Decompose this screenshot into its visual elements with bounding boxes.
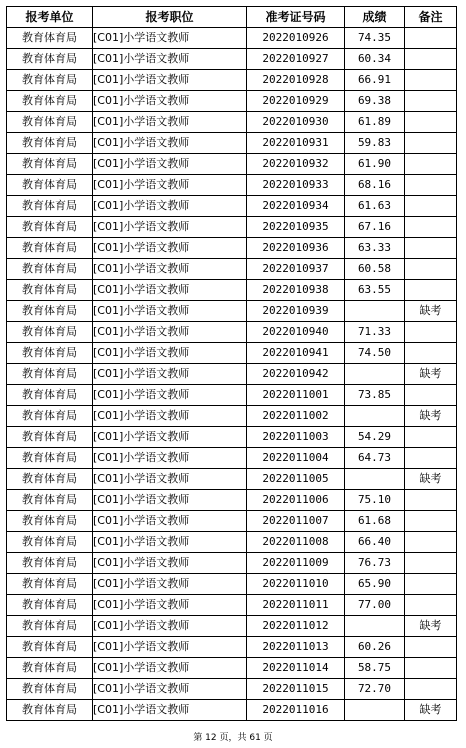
cell-note <box>405 448 457 469</box>
table-row <box>7 406 457 427</box>
table-row <box>7 343 457 364</box>
cell-score: 60.58 <box>345 259 405 280</box>
cell-note: 缺考 <box>405 616 457 637</box>
cell-exam-id: 2022010935 <box>247 217 345 238</box>
cell-exam-id: 2022011015 <box>247 679 345 700</box>
cell-unit: 教育体育局 <box>7 469 93 490</box>
cell-post: [C01]小学语文教师 <box>93 574 247 595</box>
table-row <box>7 28 457 49</box>
table-row <box>7 259 457 280</box>
cell-exam-id: 2022011014 <box>247 658 345 679</box>
table-row <box>7 574 457 595</box>
cell-score: 66.40 <box>345 532 405 553</box>
cell-post: [C01]小学语文教师 <box>93 385 247 406</box>
cell-note <box>405 427 457 448</box>
table-row <box>7 154 457 175</box>
cell-unit: 教育体育局 <box>7 322 93 343</box>
cell-note <box>405 637 457 658</box>
cell-post: [C01]小学语文教师 <box>93 595 247 616</box>
table-row <box>7 280 457 301</box>
cell-note: 缺考 <box>405 364 457 385</box>
cell-unit: 教育体育局 <box>7 637 93 658</box>
cell-note <box>405 133 457 154</box>
table-row <box>7 469 457 490</box>
header-exam-id: 准考证号码 <box>247 7 345 28</box>
table-row <box>7 322 457 343</box>
cell-note <box>405 511 457 532</box>
table-row <box>7 511 457 532</box>
cell-post: [C01]小学语文教师 <box>93 553 247 574</box>
cell-post: [C01]小学语文教师 <box>93 259 247 280</box>
cell-unit: 教育体育局 <box>7 532 93 553</box>
table-row <box>7 595 457 616</box>
cell-exam-id: 2022010932 <box>247 154 345 175</box>
cell-note <box>405 28 457 49</box>
table-row <box>7 364 457 385</box>
cell-exam-id: 2022011001 <box>247 385 345 406</box>
cell-exam-id: 2022011016 <box>247 700 345 721</box>
cell-note <box>405 574 457 595</box>
cell-note <box>405 49 457 70</box>
cell-score: 58.75 <box>345 658 405 679</box>
cell-note <box>405 217 457 238</box>
table-row <box>7 70 457 91</box>
table-row <box>7 532 457 553</box>
cell-note: 缺考 <box>405 406 457 427</box>
table-row <box>7 301 457 322</box>
cell-exam-id: 2022010941 <box>247 343 345 364</box>
cell-unit: 教育体育局 <box>7 238 93 259</box>
cell-note <box>405 196 457 217</box>
cell-post: [C01]小学语文教师 <box>93 112 247 133</box>
table-row <box>7 91 457 112</box>
cell-note <box>405 322 457 343</box>
cell-score: 63.55 <box>345 280 405 301</box>
cell-post: [C01]小学语文教师 <box>93 175 247 196</box>
cell-unit: 教育体育局 <box>7 49 93 70</box>
cell-note <box>405 385 457 406</box>
cell-score: 65.90 <box>345 574 405 595</box>
cell-score <box>345 616 405 637</box>
cell-exam-id: 2022011007 <box>247 511 345 532</box>
cell-note <box>405 280 457 301</box>
cell-score: 60.34 <box>345 49 405 70</box>
cell-unit: 教育体育局 <box>7 700 93 721</box>
cell-unit: 教育体育局 <box>7 595 93 616</box>
cell-note <box>405 259 457 280</box>
cell-exam-id: 2022010938 <box>247 280 345 301</box>
cell-post: [C01]小学语文教师 <box>93 196 247 217</box>
cell-note <box>405 70 457 91</box>
cell-note <box>405 553 457 574</box>
cell-post: [C01]小学语文教师 <box>93 217 247 238</box>
table-row <box>7 217 457 238</box>
cell-unit: 教育体育局 <box>7 427 93 448</box>
cell-score: 71.33 <box>345 322 405 343</box>
cell-unit: 教育体育局 <box>7 658 93 679</box>
cell-unit: 教育体育局 <box>7 448 93 469</box>
cell-unit: 教育体育局 <box>7 553 93 574</box>
cell-unit: 教育体育局 <box>7 616 93 637</box>
cell-score: 74.50 <box>345 343 405 364</box>
cell-unit: 教育体育局 <box>7 511 93 532</box>
cell-exam-id: 2022011005 <box>247 469 345 490</box>
cell-post: [C01]小学语文教师 <box>93 469 247 490</box>
cell-exam-id: 2022010942 <box>247 364 345 385</box>
cell-exam-id: 2022010926 <box>247 28 345 49</box>
score-table <box>6 6 457 721</box>
page-footer: 第 12 页，共 61 页 <box>193 733 273 743</box>
cell-exam-id: 2022010928 <box>247 70 345 91</box>
cell-exam-id: 2022011008 <box>247 532 345 553</box>
cell-unit: 教育体育局 <box>7 91 93 112</box>
cell-score: 76.73 <box>345 553 405 574</box>
cell-post: [C01]小学语文教师 <box>93 658 247 679</box>
cell-note: 缺考 <box>405 301 457 322</box>
cell-post: [C01]小学语文教师 <box>93 532 247 553</box>
cell-exam-id: 2022010934 <box>247 196 345 217</box>
table-row <box>7 49 457 70</box>
cell-score: 64.73 <box>345 448 405 469</box>
cell-post: [C01]小学语文教师 <box>93 679 247 700</box>
table-body <box>7 28 457 721</box>
cell-score: 72.70 <box>345 679 405 700</box>
cell-score: 61.68 <box>345 511 405 532</box>
cell-exam-id: 2022010939 <box>247 301 345 322</box>
cell-post: [C01]小学语文教师 <box>93 616 247 637</box>
cell-exam-id: 2022010933 <box>247 175 345 196</box>
cell-post: [C01]小学语文教师 <box>93 511 247 532</box>
cell-post: [C01]小学语文教师 <box>93 301 247 322</box>
cell-exam-id: 2022010940 <box>247 322 345 343</box>
cell-post: [C01]小学语文教师 <box>93 406 247 427</box>
cell-post: [C01]小学语文教师 <box>93 154 247 175</box>
table-row <box>7 196 457 217</box>
cell-post: [C01]小学语文教师 <box>93 490 247 511</box>
cell-note <box>405 658 457 679</box>
cell-exam-id: 2022011004 <box>247 448 345 469</box>
cell-exam-id: 2022011002 <box>247 406 345 427</box>
cell-unit: 教育体育局 <box>7 385 93 406</box>
cell-note <box>405 238 457 259</box>
cell-unit: 教育体育局 <box>7 175 93 196</box>
cell-post: [C01]小学语文教师 <box>93 322 247 343</box>
cell-note <box>405 91 457 112</box>
cell-score <box>345 364 405 385</box>
cell-unit: 教育体育局 <box>7 490 93 511</box>
cell-score: 60.26 <box>345 637 405 658</box>
cell-score <box>345 301 405 322</box>
cell-unit: 教育体育局 <box>7 28 93 49</box>
header-unit: 报考单位 <box>7 7 93 28</box>
cell-unit: 教育体育局 <box>7 217 93 238</box>
cell-score: 77.00 <box>345 595 405 616</box>
header-note: 备注 <box>405 7 457 28</box>
cell-post: [C01]小学语文教师 <box>93 637 247 658</box>
cell-exam-id: 2022011010 <box>247 574 345 595</box>
cell-note <box>405 595 457 616</box>
cell-post: [C01]小学语文教师 <box>93 238 247 259</box>
cell-score: 69.38 <box>345 91 405 112</box>
cell-unit: 教育体育局 <box>7 196 93 217</box>
header-score: 成绩 <box>345 7 405 28</box>
cell-unit: 教育体育局 <box>7 364 93 385</box>
cell-note: 缺考 <box>405 469 457 490</box>
cell-unit: 教育体育局 <box>7 133 93 154</box>
cell-score: 61.63 <box>345 196 405 217</box>
cell-exam-id: 2022010936 <box>247 238 345 259</box>
cell-score: 54.29 <box>345 427 405 448</box>
table-row <box>7 385 457 406</box>
cell-score: 66.91 <box>345 70 405 91</box>
table-row <box>7 616 457 637</box>
table-row <box>7 175 457 196</box>
cell-note <box>405 154 457 175</box>
cell-post: [C01]小学语文教师 <box>93 49 247 70</box>
cell-note <box>405 112 457 133</box>
cell-exam-id: 2022010927 <box>247 49 345 70</box>
table-row <box>7 637 457 658</box>
cell-exam-id: 2022011013 <box>247 637 345 658</box>
cell-note <box>405 343 457 364</box>
cell-exam-id: 2022011003 <box>247 427 345 448</box>
cell-unit: 教育体育局 <box>7 259 93 280</box>
cell-score: 74.35 <box>345 28 405 49</box>
cell-post: [C01]小学语文教师 <box>93 364 247 385</box>
cell-unit: 教育体育局 <box>7 343 93 364</box>
table-row <box>7 700 457 721</box>
cell-post: [C01]小学语文教师 <box>93 70 247 91</box>
cell-post: [C01]小学语文教师 <box>93 28 247 49</box>
cell-unit: 教育体育局 <box>7 70 93 91</box>
table-row <box>7 112 457 133</box>
cell-note <box>405 175 457 196</box>
cell-exam-id: 2022010931 <box>247 133 345 154</box>
table-row <box>7 133 457 154</box>
cell-unit: 教育体育局 <box>7 406 93 427</box>
cell-score <box>345 469 405 490</box>
cell-post: [C01]小学语文教师 <box>93 700 247 721</box>
cell-score: 67.16 <box>345 217 405 238</box>
cell-unit: 教育体育局 <box>7 679 93 700</box>
cell-score: 59.83 <box>345 133 405 154</box>
cell-score: 75.10 <box>345 490 405 511</box>
cell-note <box>405 679 457 700</box>
cell-unit: 教育体育局 <box>7 112 93 133</box>
cell-exam-id: 2022011006 <box>247 490 345 511</box>
cell-post: [C01]小学语文教师 <box>93 448 247 469</box>
table-row <box>7 427 457 448</box>
cell-score <box>345 700 405 721</box>
cell-exam-id: 2022011011 <box>247 595 345 616</box>
cell-post: [C01]小学语文教师 <box>93 133 247 154</box>
cell-score: 61.90 <box>345 154 405 175</box>
table-row <box>7 553 457 574</box>
cell-score <box>345 406 405 427</box>
cell-exam-id: 2022011009 <box>247 553 345 574</box>
cell-score: 61.89 <box>345 112 405 133</box>
cell-note <box>405 532 457 553</box>
cell-post: [C01]小学语文教师 <box>93 91 247 112</box>
cell-post: [C01]小学语文教师 <box>93 427 247 448</box>
cell-post: [C01]小学语文教师 <box>93 343 247 364</box>
table-header-row <box>7 7 457 28</box>
cell-score: 63.33 <box>345 238 405 259</box>
table-row <box>7 658 457 679</box>
table-row <box>7 238 457 259</box>
header-post: 报考职位 <box>93 7 247 28</box>
cell-unit: 教育体育局 <box>7 574 93 595</box>
cell-exam-id: 2022010930 <box>247 112 345 133</box>
cell-unit: 教育体育局 <box>7 301 93 322</box>
cell-score: 73.85 <box>345 385 405 406</box>
cell-note <box>405 490 457 511</box>
table-row <box>7 490 457 511</box>
cell-exam-id: 2022010937 <box>247 259 345 280</box>
cell-note: 缺考 <box>405 700 457 721</box>
cell-unit: 教育体育局 <box>7 280 93 301</box>
cell-score: 68.16 <box>345 175 405 196</box>
cell-exam-id: 2022010929 <box>247 91 345 112</box>
cell-exam-id: 2022011012 <box>247 616 345 637</box>
table-row <box>7 448 457 469</box>
table-row <box>7 679 457 700</box>
cell-post: [C01]小学语文教师 <box>93 280 247 301</box>
cell-unit: 教育体育局 <box>7 154 93 175</box>
